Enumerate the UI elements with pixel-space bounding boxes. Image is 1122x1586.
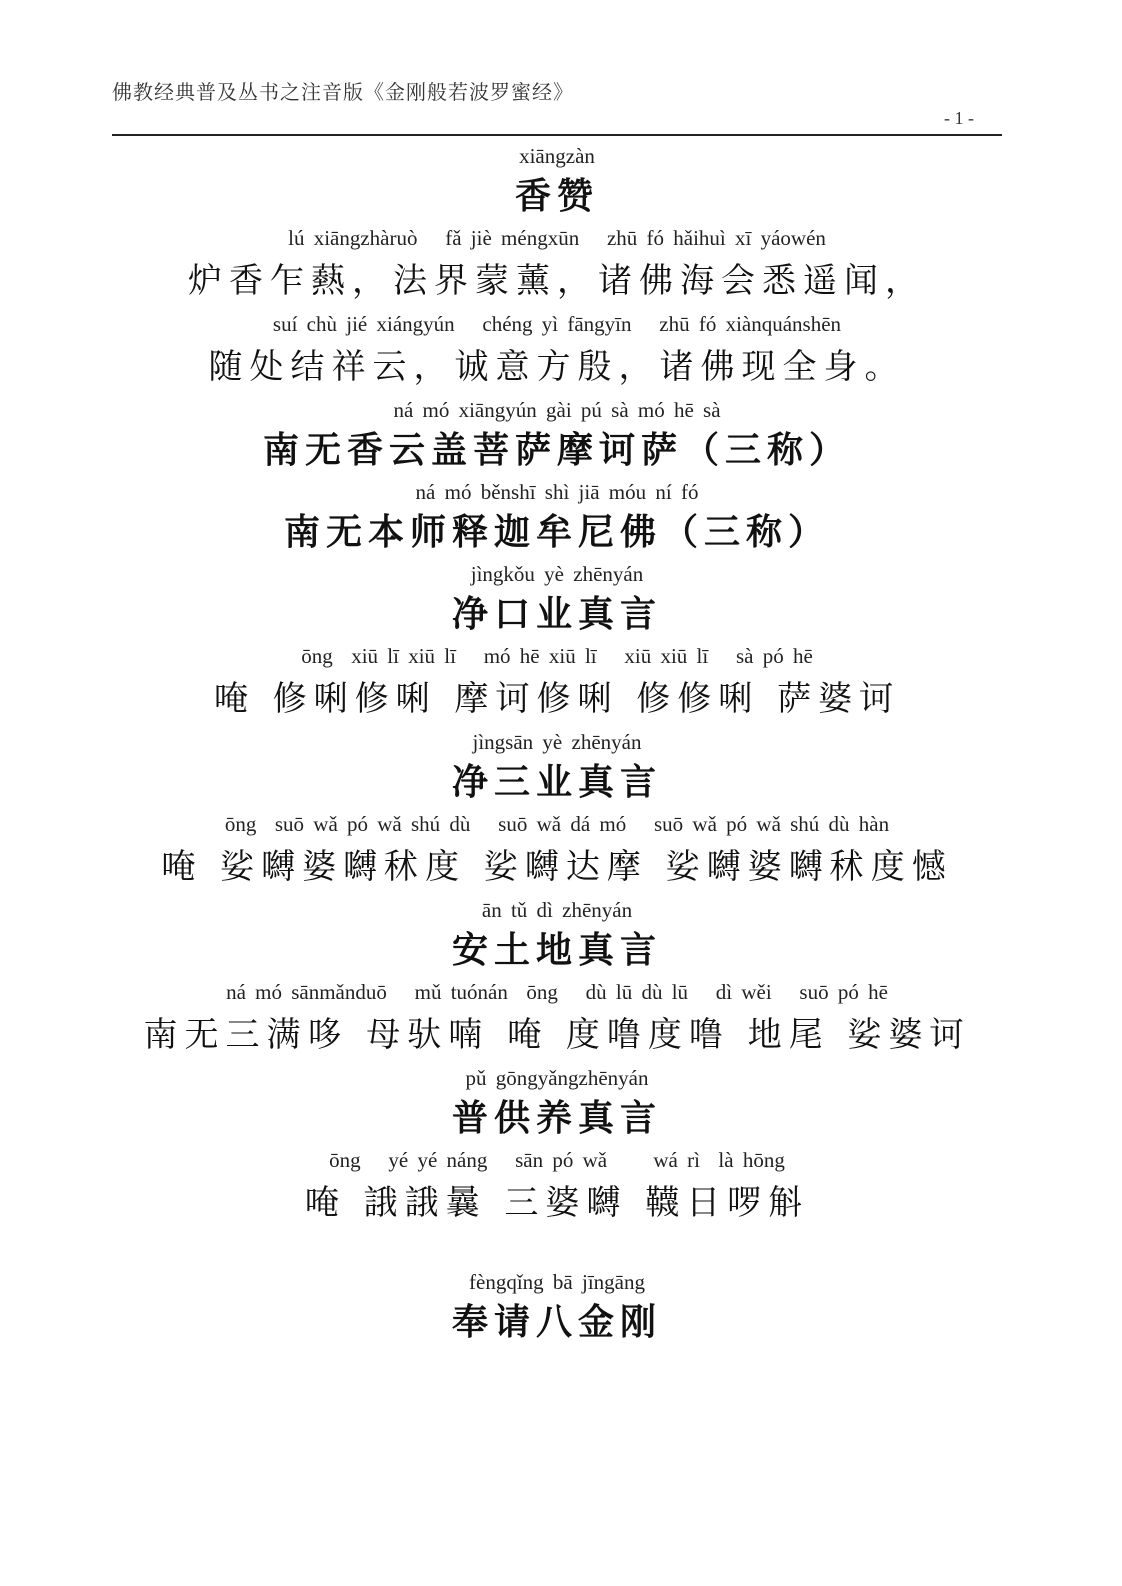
section-antudi bbox=[112, 895, 1002, 1063]
mantra-pinyin: ōng suō wǎ pó wǎ shú dù suō wǎ dá mó suō wǎ pó wǎ shú dù hàn bbox=[224, 812, 890, 836]
section-title-pinyin: pǔ gōngyǎngzhēnyán bbox=[465, 1066, 649, 1090]
mantra-text: 唵 誐誐曩 三婆嚩 韈日啰斛 bbox=[304, 1183, 810, 1223]
section-title-pinyin: ná mó běnshī shì jiā móu ní fó bbox=[415, 480, 699, 504]
section-xiangzan bbox=[112, 141, 1002, 395]
section-title: 香赞 bbox=[514, 176, 599, 217]
mantra-text: 南无三满哆 母驮喃 唵 度噜度噜 地尾 娑婆诃 bbox=[143, 1015, 971, 1055]
section-title: 奉请八金刚 bbox=[451, 1302, 662, 1343]
section-title-pinyin: jìngkǒu yè zhēnyán bbox=[470, 562, 644, 586]
mantra-text: 唵 娑嚩婆嚩秫度 娑嚩达摩 娑嚩婆嚩秫度憾 bbox=[161, 847, 953, 887]
section-title-pinyin: ná mó xiāngyún gài pú sà mó hē sà bbox=[393, 398, 721, 422]
mantra-text: 唵 修唎修唎 摩诃修唎 修修唎 萨婆诃 bbox=[213, 679, 901, 719]
section-title-pinyin: xiāngzàn bbox=[519, 144, 595, 168]
document-body bbox=[112, 141, 1002, 1349]
header-divider bbox=[112, 134, 1002, 136]
page-header bbox=[112, 74, 1002, 138]
verse-text: 随处结祥云，诚意方殷，诸佛现全身。 bbox=[208, 347, 906, 387]
verse-pinyin: lú xiāngzhàruò fǎ jiè méngxūn zhū fó hǎihuì xī yáowén bbox=[288, 226, 826, 250]
section-pugongyang bbox=[112, 1063, 1002, 1231]
page-number: - 1 - bbox=[944, 108, 974, 128]
section-xiangyungai bbox=[112, 395, 1002, 477]
section-title: 净口业真言 bbox=[451, 594, 662, 635]
mantra-pinyin: ōng xiū lī xiū lī mó hē xiū lī xiū xiū lī sà pó hē bbox=[301, 644, 813, 668]
section-title: 净三业真言 bbox=[451, 762, 662, 803]
section-benshi bbox=[112, 477, 1002, 559]
verse-text: 炉香乍爇，法界蒙薰，诸佛海会悉遥闻， bbox=[188, 261, 926, 301]
mantra-pinyin: ná mó sānmǎnduō mǔ tuónán ōng dù lū dù lū dì wěi suō pó hē bbox=[226, 980, 888, 1004]
section-spacer bbox=[112, 1231, 1002, 1267]
section-title-pinyin: ān tǔ dì zhēnyán bbox=[481, 898, 633, 922]
mantra-pinyin: ōng yé yé náng sān pó wǎ wá rì là hōng bbox=[329, 1148, 785, 1172]
section-title: 南无香云盖菩萨摩诃萨（三称） bbox=[262, 430, 851, 471]
section-fengqing bbox=[112, 1267, 1002, 1349]
verse-pinyin: suí chù jié xiángyún chéng yì fāngyīn zhū fó xiànquánshēn bbox=[272, 312, 842, 336]
section-jingkouye bbox=[112, 559, 1002, 727]
section-title-pinyin: jìngsān yè zhēnyán bbox=[472, 730, 642, 754]
section-jingsanye bbox=[112, 727, 1002, 895]
section-title: 安土地真言 bbox=[451, 930, 662, 971]
section-title: 普供养真言 bbox=[451, 1098, 662, 1139]
section-title-pinyin: fèngqǐng bā jīngāng bbox=[469, 1270, 645, 1294]
section-title: 南无本师释迦牟尼佛（三称） bbox=[283, 512, 830, 553]
running-header-title: 佛教经典普及丛书之注音版《金刚般若波罗蜜经》 bbox=[112, 80, 574, 104]
